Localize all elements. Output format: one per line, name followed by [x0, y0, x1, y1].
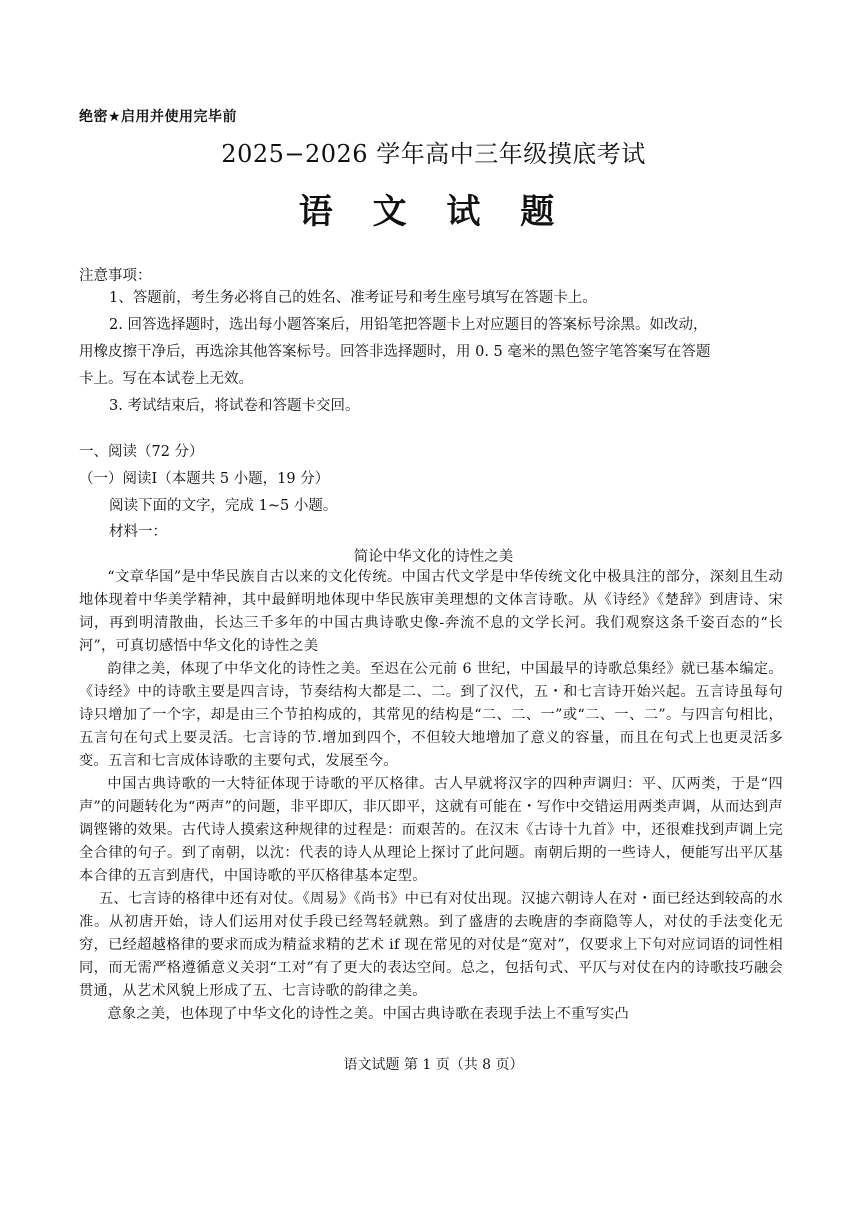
article-paragraph: “文章华国”是中华民族自古以来的文化传统。中国古代文学是中华传统文化中极具注的部分，深刻且生动地体现着中华美学精神，其中最鲜明地体现中华民族审美理想的文体言诗歌。从《诗经》《楚辞》到唐诗、宋词，再到明清散曲，长达三千多年的中国古典诗歌史像-奔流不息的文学长河。我们观察这条千姿百态的“长河”，可真切感悟中华文化的诗性之美: [79, 569, 783, 654]
notice-item: 用橡皮擦干净后，再选涂其他答案标号。回答非选择题时，用 0. 5 毫米的黑色签字笔答案写在答题: [79, 344, 711, 360]
article-title: 简论中华文化的诗性之美: [353, 549, 514, 565]
notice-item: 卡上。写在本试卷上无效。: [79, 371, 253, 387]
notice-item: 1、答题前，考生务必将自己的姓名、准考证号和考生座号填写在答题卡上。: [109, 290, 597, 306]
confidential-mark: 绝密★启用并使用完毕前: [79, 109, 238, 125]
reading-instruction: 阅读下面的文字，完成 1~5 小题。: [109, 498, 338, 514]
notice-heading: 注意事项：: [79, 268, 152, 284]
subject-title: 语 文 试 题: [298, 192, 569, 232]
notice-item: 2. 回答选择题时，选出每小题答案后，用铅笔把答题卡上对应题目的答案标号涂黑。如改动，: [109, 317, 708, 333]
notice-item: 3. 考试结束后，将试卷和答题卡交回。: [109, 398, 360, 414]
article-paragraph: 意象之美，也体现了中华文化的诗性之美。中国古典诗歌在表现手法上不重写实凸: [107, 1006, 629, 1022]
exam-title: 2025−2026 学年高中三年级摸底考试: [221, 140, 646, 168]
article-paragraph: 五、七言诗的格律中还有对仗。《周易》《尚书》中已有对仗出现。汉摅六朝诗人在对・面已经达到较高的水准。从初唐开始，诗人们运用对仗手段已经驾轻就熟。到了盛唐的去晚唐的李商隐等人，对仗的手法变化无穷，已经超越格律的要求而成为精益求精的艺术 if 现在常见的对仗是“宽对”，仅要求上下句对应词语的词性相同，而无需严格遵循意义关羽“工对”有了更大的表达空间。总之，包括句式、平仄与对仗在内的诗歌技巧融会贯通，从艺术风貌上形成了五、七言诗歌的韵律之美。: [79, 891, 783, 999]
subsection-heading: （一）阅读Ⅰ（本题共 5 小题，19 分）: [79, 471, 330, 487]
page-footer: 语文试题 第 1 页（共 8 页）: [343, 1057, 524, 1073]
section-heading: 一、阅读（72 分）: [79, 444, 204, 460]
article-paragraph: 韵律之美，体现了中华文化的诗性之美。至迟在公元前 6 世纪，中国最早的诗歌总集经》就已基本编定。《诗经》中的诗歌主要是四言诗，节奏结构大都是二、二。到了汉代，五・和七言诗开始兴起。五言诗虽每句诗只增加了一个字，却是由三个节拍构成的，其常见的结构是“二、二、一”或“二、一、二”。与四言句相比，五言句在句式上要灵活。七言诗的节.增加到四个，不但较大地增加了意义的容量，而且在句式上也更灵活多变。五言和七言成体诗歌的主要句式，发展至今。: [79, 661, 783, 769]
article-body: [79, 566, 783, 1026]
article-paragraph: 中国古典诗歌的一大特征体现于诗歌的平仄格律。古人早就将汉字的四种声调归：平、仄两类，于是“四声”的问题转化为“两声”的问题，非平即仄，非仄即平，这就有可能在・写作中交错运用两类声调，从而达到声调铿锵的效果。古代诗人摸索这种规律的过程是：而艰苦的。在汉末《古诗十九首》中，还很难找到声调上完全合律的句子。到了南朝，以沈：代表的诗人从理论上探讨了此问题。南朝后期的一些诗人，便能写出平仄基本合律的五言到唐代，中国诗歌的平仄格律基本定型。: [79, 776, 783, 884]
material-label: 材料一：: [109, 524, 167, 540]
